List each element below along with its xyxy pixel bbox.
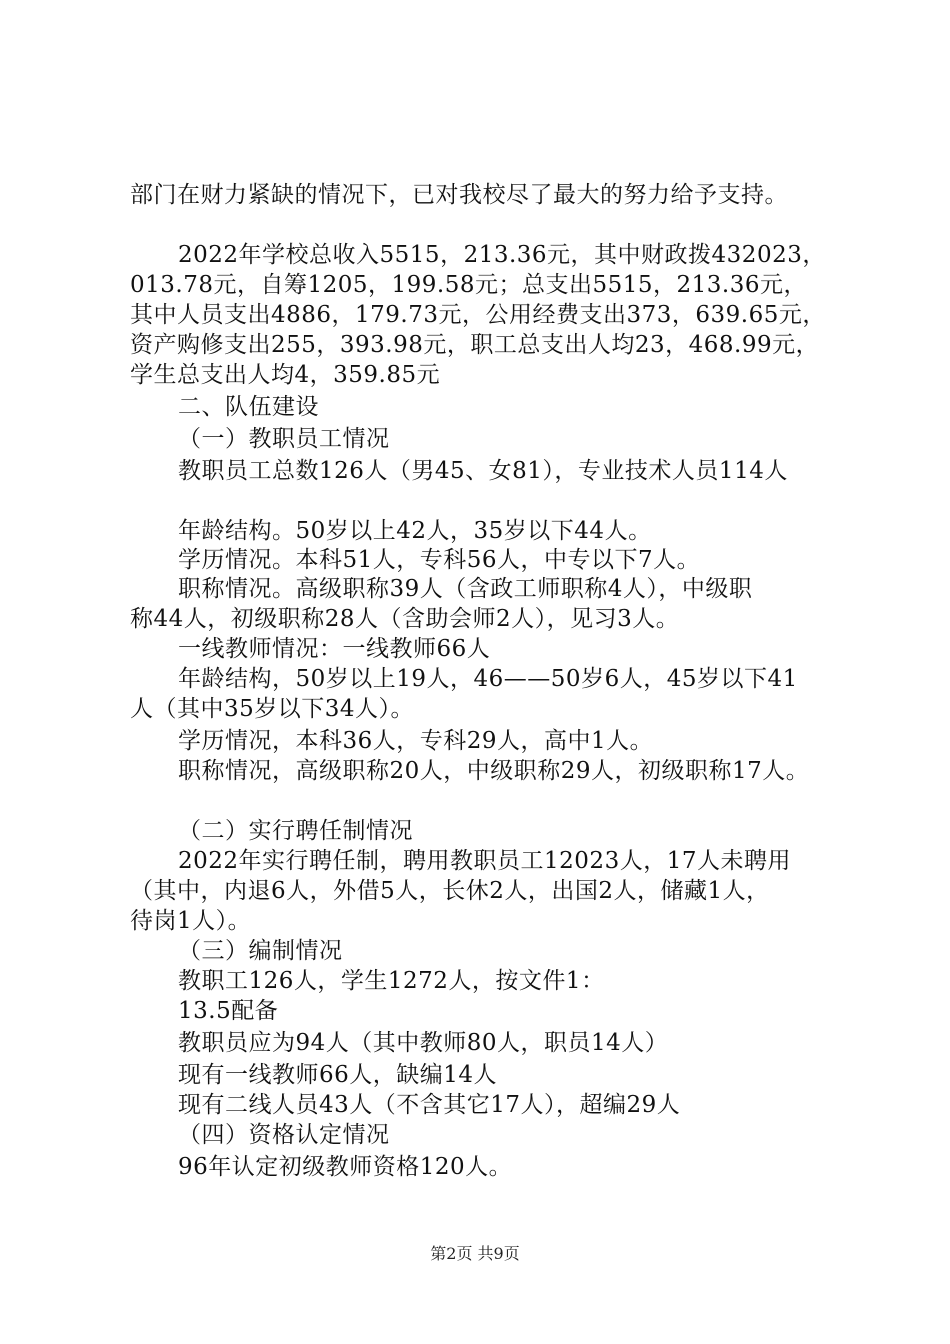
text-line: 学历情况，本科36人，专科29人，高中1人。 bbox=[178, 728, 654, 754]
text-line: 学历情况。本科51人，专科56人，中专以下7人。 bbox=[178, 547, 701, 573]
text-line: 部门在财力紧缺的情况下，已对我校尽了最大的努力给予支持。 bbox=[130, 182, 788, 208]
subsection-heading: （四）资格认定情况 bbox=[178, 1122, 390, 1148]
text-line: 其中人员支出4886，179.73元，公用经费支出373，639.65元， bbox=[130, 302, 826, 328]
subsection-heading: （二）实行聘任制情况 bbox=[178, 818, 413, 844]
text-line: 年龄结构，50岁以上19人，46——50岁6人，45岁以下41 bbox=[178, 666, 798, 692]
text-line: （其中，内退6人，外借5人，长休2人，出国2人，储藏1人， bbox=[130, 878, 770, 904]
text-line: 现有一线教师66人，缺编14人 bbox=[178, 1062, 498, 1088]
text-line: 2022年实行聘任制，聘用教职员工12023人，17人未聘用 bbox=[178, 848, 791, 874]
text-line: 待岗1人）。 bbox=[130, 908, 252, 934]
text-line: 2022年学校总收入5515，213.36元，其中财政拨432023， bbox=[178, 242, 826, 268]
text-line: 现有二线人员43人（不含其它17人），超编29人 bbox=[178, 1092, 681, 1118]
subsection-heading: （一）教职员工情况 bbox=[178, 426, 390, 452]
text-line: 教职员应为94人（其中教师80人，职员14人） bbox=[178, 1030, 669, 1056]
text-line: 13.5配备 bbox=[178, 998, 279, 1024]
subsection-heading: （三）编制情况 bbox=[178, 938, 343, 964]
page-number-footer: 第2页 共9页 bbox=[430, 1244, 520, 1263]
text-line: 职称情况，高级职称20人，中级职称29人，初级职称17人。 bbox=[178, 758, 810, 784]
text-line: 人（其中35岁以下34人）。 bbox=[130, 696, 415, 722]
text-line: 学生总支出人均4，359.85元 bbox=[130, 362, 441, 388]
text-line: 一线教师情况：一线教师66人 bbox=[178, 636, 491, 662]
section-heading: 二、队伍建设 bbox=[178, 394, 319, 420]
text-line: 教职工126人，学生1272人，按文件1： bbox=[178, 968, 605, 994]
text-line: 资产购修支出255，393.98元，职工总支出人均23，468.99元， bbox=[130, 332, 820, 358]
text-line: 013.78元，自筹1205，199.58元；总支出5515，213.36元， bbox=[130, 272, 807, 298]
text-line: 教职员工总数126人（男45、女81），专业技术人员114人 bbox=[178, 458, 788, 484]
text-line: 职称情况。高级职称39人（含政工师职称4人），中级职 bbox=[178, 576, 753, 602]
text-line: 年龄结构。50岁以上42人，35岁以下44人。 bbox=[178, 518, 652, 544]
text-line: 称44人，初级职称28人（含助会师2人），见习3人。 bbox=[130, 606, 680, 632]
text-line: 96年认定初级教师资格120人。 bbox=[178, 1154, 513, 1180]
